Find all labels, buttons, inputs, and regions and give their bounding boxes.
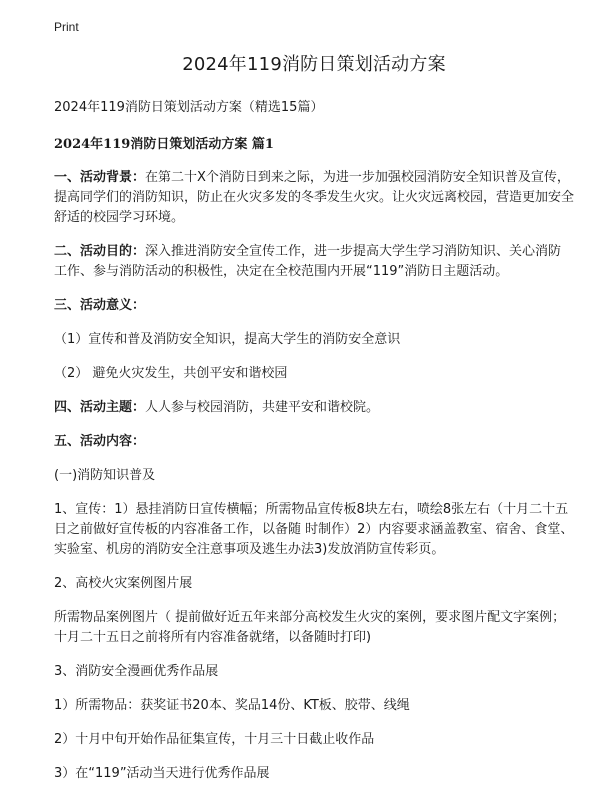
content-heading xyxy=(54,432,574,452)
print-link[interactable]: Print xyxy=(54,20,79,34)
meaning-item: （1）宣传和普及消防安全知识，提高大学生的消防安全意识 xyxy=(54,332,401,347)
background-text: 在第二十X个消防日到来之际，为进一步加强校园消防安全知识普及宣传，提高同学们的消防知识，防止在火灾多发的冬季发生火灾。让火灾远离校园，营造更加安全舒适的校园学习环境。 xyxy=(54,170,575,225)
content-section-title: (一)消防知识普及 xyxy=(54,468,156,483)
document-body xyxy=(54,50,574,798)
purpose-paragraph xyxy=(54,242,574,282)
purpose-label: 二、活动目的： xyxy=(54,244,146,259)
content-item: 1、宣传：1）悬挂消防日宣传横幅；所需物品宣传板8块左右，喷绘8张左右（十月二十五日之前做好宣传板的内容准备工作，以备随 时制作）2）内容要求涵盖教室、宿舍、食堂、实验室、机房的消防安全注意事项及逃生办法3)发放消防宣传彩页。 xyxy=(54,502,574,557)
meaning-heading xyxy=(54,296,574,316)
page-title: 2024年119消防日策划活动方案 xyxy=(182,54,446,75)
background-paragraph xyxy=(54,168,574,228)
meaning-item: （2） 避免火灾发生，共创平安和谐校园 xyxy=(54,366,288,381)
chapter-title: 2024年119消防日策划活动方案 篇1 xyxy=(54,137,274,152)
content-subitem: 3）在“119”活动当天进行优秀作品展 xyxy=(54,766,270,781)
theme-paragraph xyxy=(54,398,574,418)
purpose-text: 深入推进消防安全宣传工作，进一步提高大学生学习消防知识、关心消防工作、参与消防活动的积极性，决定在全校范围内开展“119”消防日主题活动。 xyxy=(54,244,562,279)
content-item: 2、高校火灾案例图片展 xyxy=(54,576,193,591)
background-label: 一、活动背景： xyxy=(54,170,146,185)
content-label: 五、活动内容： xyxy=(54,434,146,449)
content-subitem: 2）十月中旬开始作品征集宣传，十月三十日截止收作品 xyxy=(54,732,375,747)
content-item-detail: 所需物品案例图片（ 提前做好近五年来部分高校发生火灾的案例，要求图片配文字案例；十月二十五日之前将所有内容准备就绪，以备随时打印) xyxy=(54,610,566,645)
content-item: 3、消防安全漫画优秀作品展 xyxy=(54,664,219,679)
content-subitem: 1）所需物品：获奖证书20本、奖品14份、KT板、胶带、线绳 xyxy=(54,698,410,713)
meaning-label: 三、活动意义： xyxy=(54,298,146,313)
theme-label: 四、活动主题： xyxy=(54,400,146,415)
theme-text: 人人参与校园消防，共建平安和谐校院。 xyxy=(145,400,380,415)
document-subtitle: 2024年119消防日策划活动方案（精选15篇） xyxy=(54,100,324,115)
